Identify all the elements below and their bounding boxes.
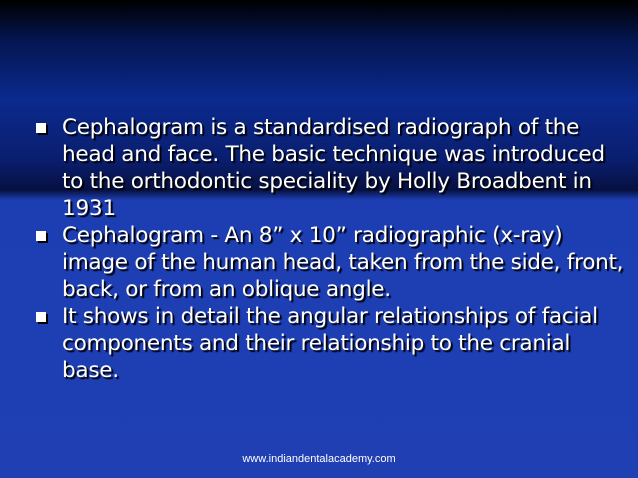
square-bullet-icon (36, 231, 46, 241)
bullet-text-1: Cephalogram is a standardised radiograph of the head and face. The basic technique was introduced to the orthodontic speciality by Holly Broadbent in 1931 (62, 115, 605, 221)
bullet-item-1 (36, 114, 626, 222)
square-bullet-icon (36, 123, 46, 133)
bullet-text-3: It shows in detail the angular relationships of facial components and their relationship to the cranial base. (62, 304, 598, 383)
bullet-list (36, 114, 626, 384)
bullet-text-2: Cephalogram - An 8” x 10” radiographic (x-ray) image of the human head, taken from the side, front, back, or from an oblique angle. (62, 223, 624, 302)
footer-url: www.indiandentalacademy.com (242, 453, 396, 465)
bullet-item-2 (36, 222, 626, 303)
bullet-item-3 (36, 303, 626, 384)
square-bullet-icon (36, 312, 46, 322)
